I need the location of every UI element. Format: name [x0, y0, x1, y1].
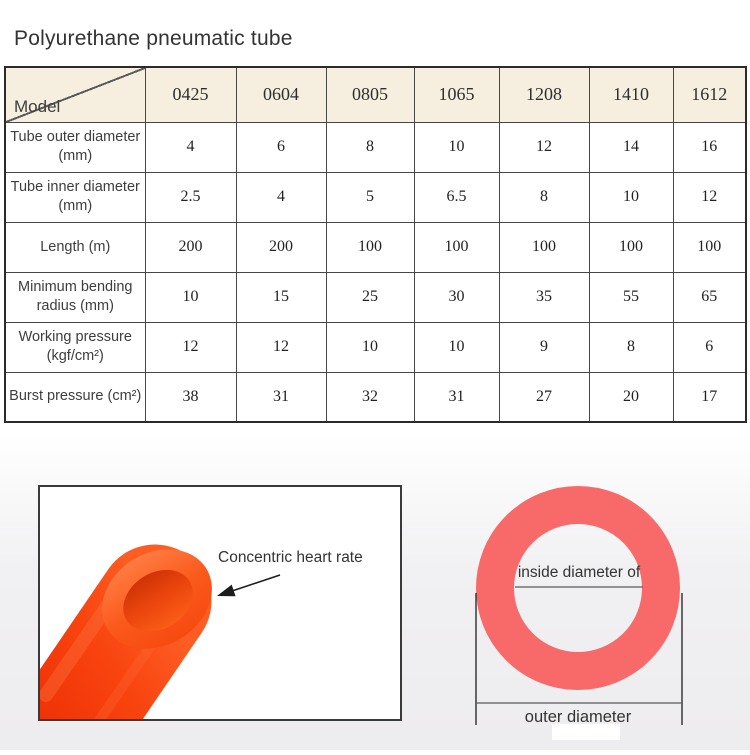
table-cell: 200 — [145, 222, 236, 272]
table-cell: 8 — [326, 122, 414, 172]
table-cell: 17 — [673, 372, 746, 422]
header-row — [5, 67, 746, 122]
spec-table — [4, 66, 747, 423]
row-label: Working pressure (kgf/cm²) — [5, 322, 145, 372]
table-cell: 10 — [589, 172, 673, 222]
table-row — [5, 272, 746, 322]
tube-illustration — [40, 487, 400, 719]
table-cell: 10 — [145, 272, 236, 322]
column-header: 0805 — [326, 67, 414, 122]
table-cell: 100 — [414, 222, 499, 272]
column-header: 1065 — [414, 67, 499, 122]
page-title: Polyurethane pneumatic tube — [14, 27, 293, 50]
table-cell: 6.5 — [414, 172, 499, 222]
model-corner-cell — [5, 67, 145, 122]
table-cell: 100 — [326, 222, 414, 272]
table-cell: 6 — [673, 322, 746, 372]
table-cell: 100 — [673, 222, 746, 272]
table-cell: 31 — [414, 372, 499, 422]
column-header: 1208 — [499, 67, 589, 122]
ring-diagram — [448, 462, 740, 750]
ring-svg — [448, 462, 740, 750]
table-cell: 5 — [326, 172, 414, 222]
table-cell: 8 — [589, 322, 673, 372]
tube-annotation: Concentric heart rate — [218, 549, 363, 566]
table-cell: 10 — [414, 322, 499, 372]
table-row — [5, 222, 746, 272]
column-header: 1612 — [673, 67, 746, 122]
row-label: Length (m) — [5, 222, 145, 272]
table-row — [5, 372, 746, 422]
table-cell: 4 — [145, 122, 236, 172]
table-cell: 27 — [499, 372, 589, 422]
table-cell: 100 — [499, 222, 589, 272]
table-cell: 30 — [414, 272, 499, 322]
table-cell: 31 — [236, 372, 326, 422]
column-header: 0425 — [145, 67, 236, 122]
table-cell: 8 — [499, 172, 589, 222]
table-cell: 15 — [236, 272, 326, 322]
table-cell: 25 — [326, 272, 414, 322]
table-row — [5, 322, 746, 372]
table-cell: 12 — [236, 322, 326, 372]
table-row — [5, 122, 746, 172]
table-cell: 38 — [145, 372, 236, 422]
row-label: Tube outer diameter (mm) — [5, 122, 145, 172]
row-label: Minimum bending radius (mm) — [5, 272, 145, 322]
row-label: Tube inner diameter (mm) — [5, 172, 145, 222]
ring-shape — [495, 505, 661, 671]
tube-photo-figure — [38, 485, 402, 721]
table-cell: 35 — [499, 272, 589, 322]
table-cell: 12 — [145, 322, 236, 372]
table-cell: 32 — [326, 372, 414, 422]
table-row — [5, 172, 746, 222]
row-label: Burst pressure (cm²) — [5, 372, 145, 422]
table-cell: 14 — [589, 122, 673, 172]
table-cell: 2.5 — [145, 172, 236, 222]
table-cell: 65 — [673, 272, 746, 322]
column-header: 1410 — [589, 67, 673, 122]
table-cell: 16 — [673, 122, 746, 172]
table-cell: 10 — [326, 322, 414, 372]
table-cell: 200 — [236, 222, 326, 272]
table-cell: 100 — [589, 222, 673, 272]
table-cell: 4 — [236, 172, 326, 222]
table-cell: 20 — [589, 372, 673, 422]
table-cell: 9 — [499, 322, 589, 372]
model-label: Model — [14, 96, 61, 116]
table-cell: 10 — [414, 122, 499, 172]
inside-diameter-label: inside diameter of — [517, 564, 641, 581]
outer-diameter-label: outer diameter — [524, 708, 632, 726]
table-cell: 12 — [673, 172, 746, 222]
table-cell: 12 — [499, 122, 589, 172]
table-cell: 6 — [236, 122, 326, 172]
table-cell: 55 — [589, 272, 673, 322]
annotation-arrow — [220, 575, 280, 595]
column-header: 0604 — [236, 67, 326, 122]
label-backdrop — [552, 724, 620, 740]
